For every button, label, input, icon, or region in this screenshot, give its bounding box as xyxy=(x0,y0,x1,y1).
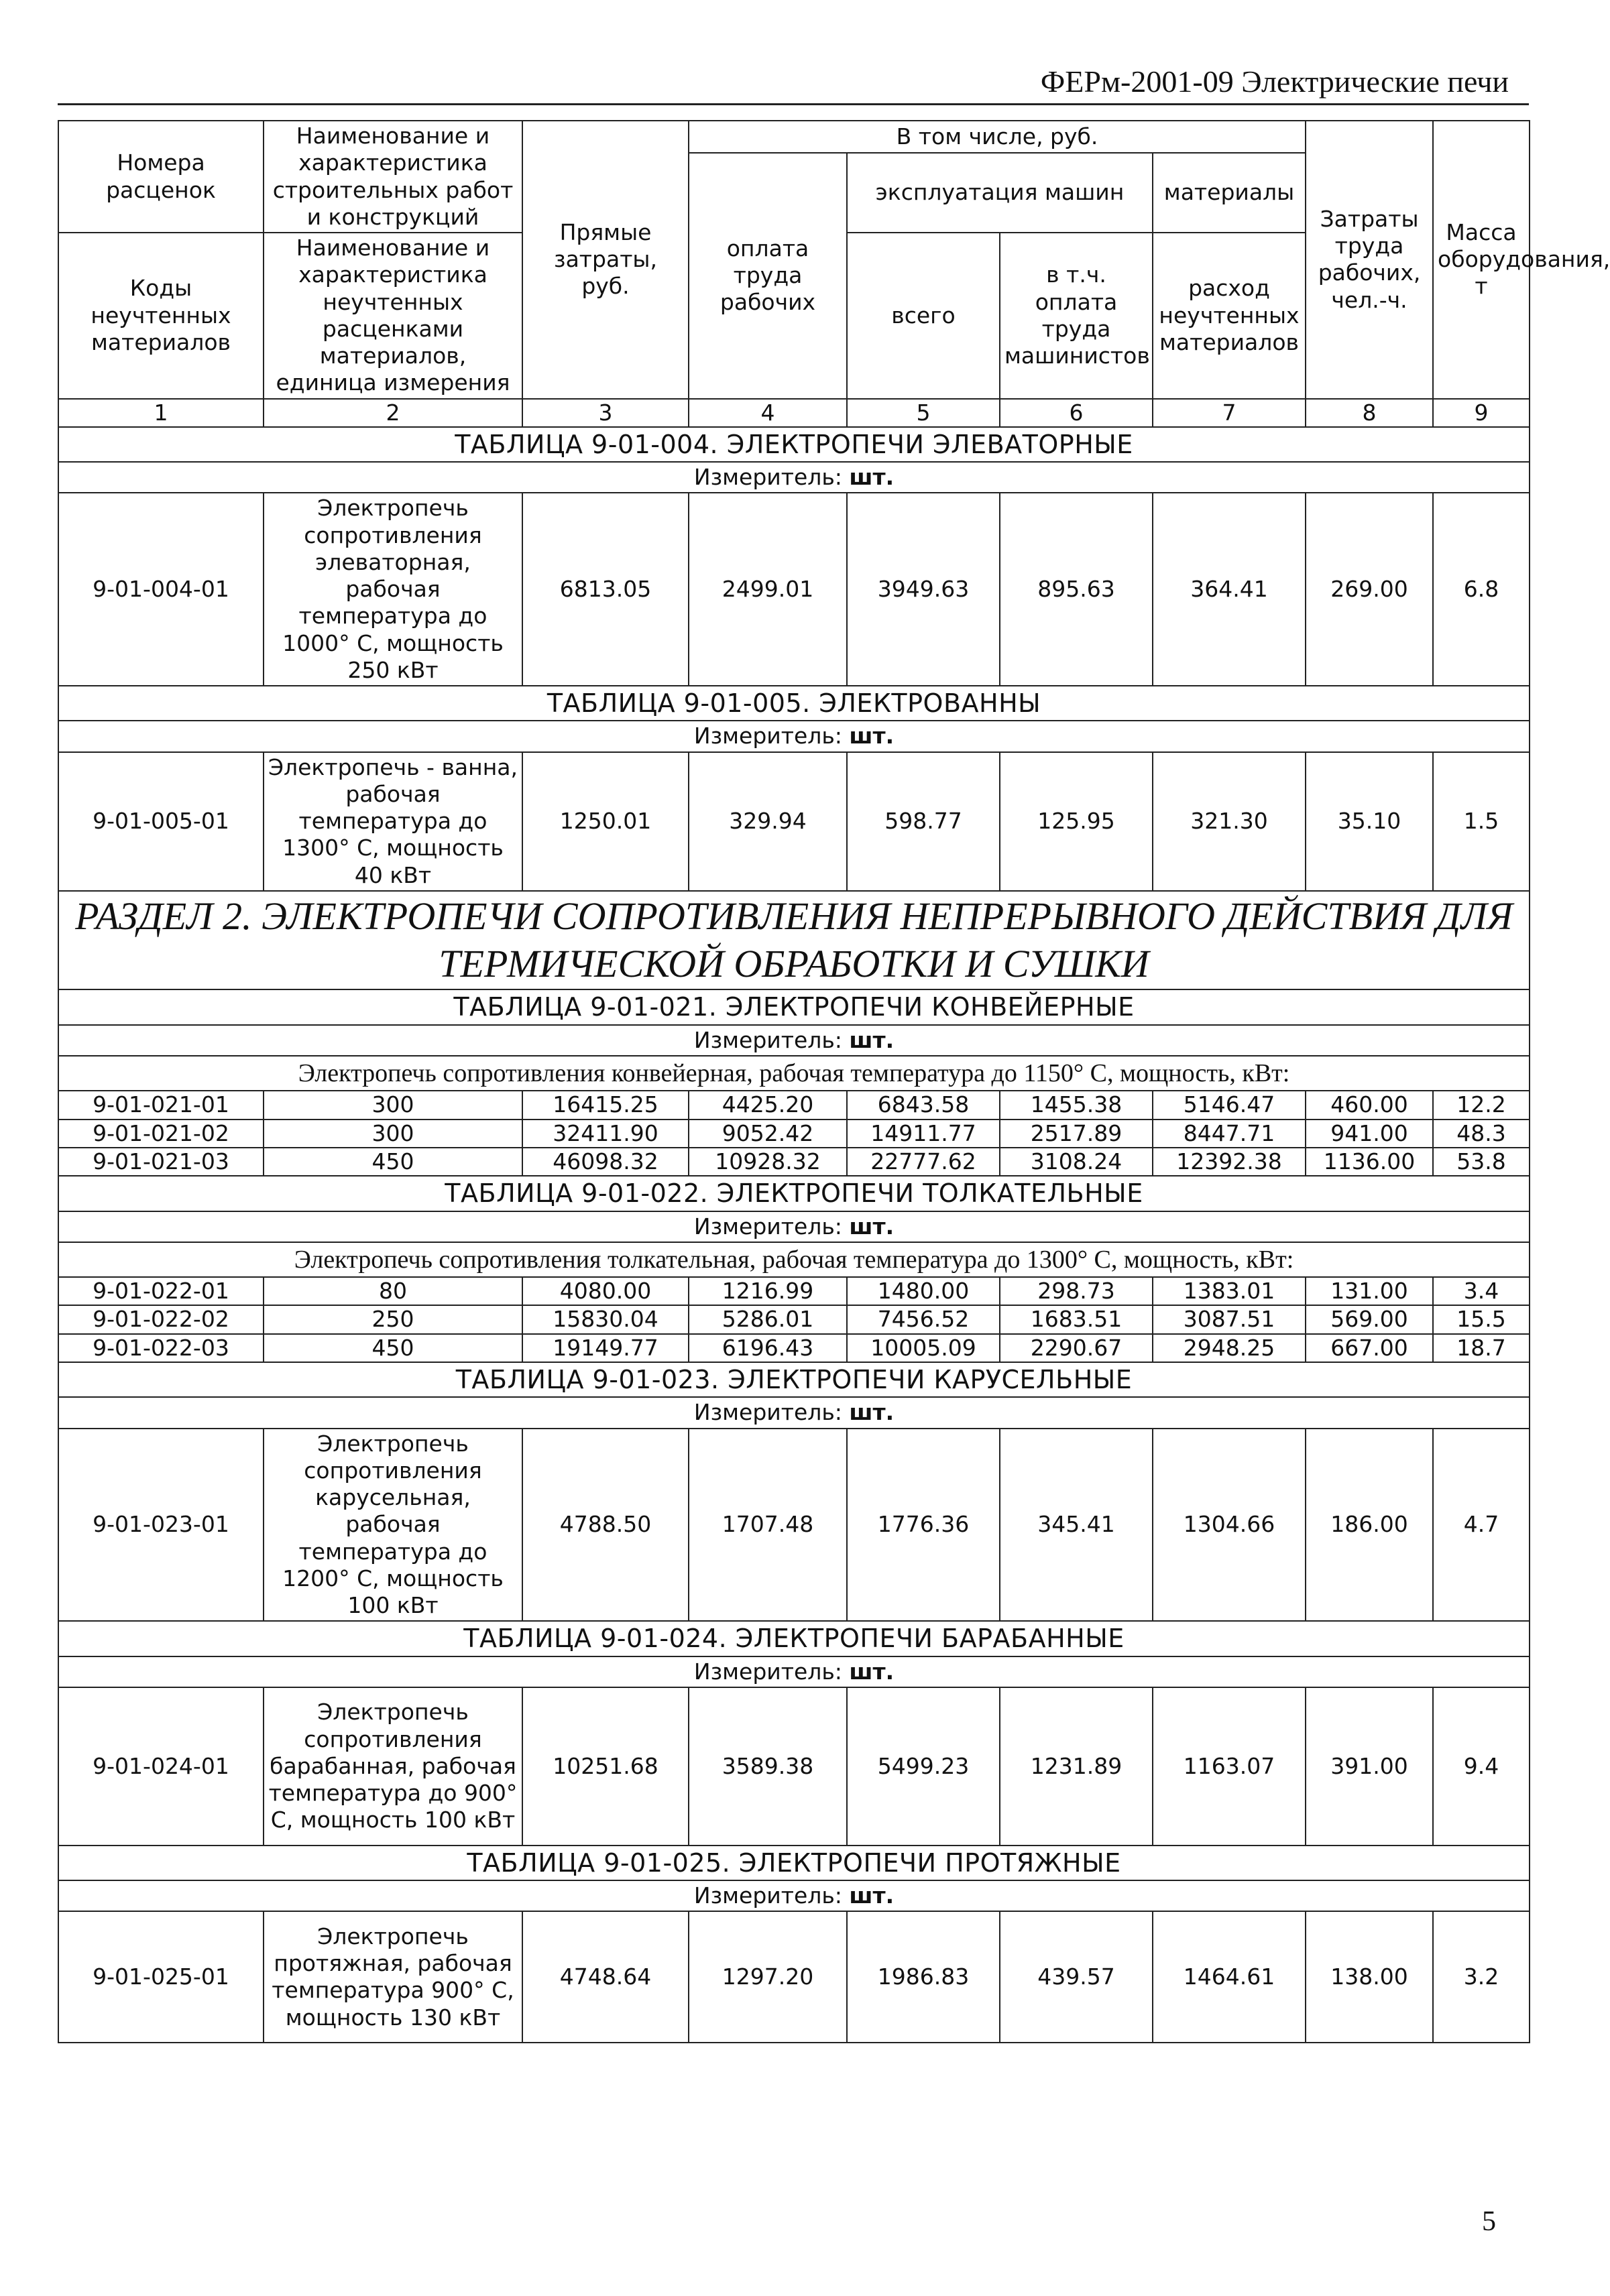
labor-value: 460.00 xyxy=(1306,1091,1433,1119)
labor-value: 35.10 xyxy=(1306,752,1433,891)
labor-value: 269.00 xyxy=(1306,493,1433,686)
machinist-wages-value: 125.95 xyxy=(1000,752,1153,891)
direct-costs-value: 4788.50 xyxy=(522,1429,689,1622)
rate-code: 9-01-021-03 xyxy=(58,1148,264,1176)
table-row xyxy=(58,1091,1530,1119)
machines-total-value: 22777.62 xyxy=(847,1148,1000,1176)
labor-value: 391.00 xyxy=(1306,1687,1433,1846)
rate-code: 9-01-021-01 xyxy=(58,1091,264,1119)
column-number: 7 xyxy=(1153,399,1306,427)
rate-name: Электропечь сопротивления барабанная, рабочая температура до 900° С, мощность 100 кВт xyxy=(264,1687,522,1846)
direct-costs-value: 6813.05 xyxy=(522,493,689,686)
mass-value: 18.7 xyxy=(1433,1334,1530,1362)
materials-value: 1304.66 xyxy=(1153,1429,1306,1622)
rate-name: Электропечь сопротивления элеваторная, рабочая температура до 1000° С, мощность 250 кВт xyxy=(264,493,522,686)
meter-label: Измеритель: xyxy=(693,1026,842,1053)
wages-value: 2499.01 xyxy=(689,493,847,686)
meter-unit: шт. xyxy=(849,1399,895,1426)
rate-code: 9-01-022-02 xyxy=(58,1305,264,1333)
direct-costs-value: 10251.68 xyxy=(522,1687,689,1846)
header-direct-costs: Прямые затраты, руб. xyxy=(522,121,689,399)
header-total: всего xyxy=(847,233,1000,399)
materials-value: 8447.71 xyxy=(1153,1120,1306,1148)
table-row xyxy=(58,752,1530,891)
meter-unit: шт. xyxy=(849,723,895,749)
meter-label: Измеритель: xyxy=(693,1658,842,1685)
column-numbers-row xyxy=(58,399,1530,427)
machinist-wages-value: 2517.89 xyxy=(1000,1120,1153,1148)
column-number: 5 xyxy=(847,399,1000,427)
materials-value: 5146.47 xyxy=(1153,1091,1306,1119)
table-row xyxy=(58,1148,1530,1176)
meter-line xyxy=(58,721,1530,751)
meter-label: Измеритель: xyxy=(693,1213,842,1240)
column-number: 8 xyxy=(1306,399,1433,427)
materials-value: 364.41 xyxy=(1153,493,1306,686)
materials-value: 2948.25 xyxy=(1153,1334,1306,1362)
table-title: ТАБЛИЦА 9-01-022. ЭЛЕКТРОПЕЧИ ТОЛКАТЕЛЬНЫЕ xyxy=(58,1176,1530,1211)
direct-costs-value: 19149.77 xyxy=(522,1334,689,1362)
table-title: ТАБЛИЦА 9-01-023. ЭЛЕКТРОПЕЧИ КАРУСЕЛЬНЫЕ xyxy=(58,1362,1530,1397)
wages-value: 5286.01 xyxy=(689,1305,847,1333)
meter-line xyxy=(58,462,1530,493)
group-subheading: Электропечь сопротивления толкательная, рабочая температура до 1300° С, мощность, кВт: xyxy=(58,1242,1530,1277)
meter-unit: шт. xyxy=(849,1658,895,1685)
meter-unit: шт. xyxy=(849,464,895,491)
materials-value: 1383.01 xyxy=(1153,1277,1306,1305)
meter-unit: шт. xyxy=(849,1882,895,1909)
direct-costs-value: 1250.01 xyxy=(522,752,689,891)
machinist-wages-value: 345.41 xyxy=(1000,1429,1153,1622)
machinist-wages-value: 895.63 xyxy=(1000,493,1153,686)
direct-costs-value: 4748.64 xyxy=(522,1911,689,2043)
header-labor: Затраты труда рабочих, чел.-ч. xyxy=(1306,121,1433,399)
mass-value: 9.4 xyxy=(1433,1687,1530,1846)
machinist-wages-value: 3108.24 xyxy=(1000,1148,1153,1176)
materials-value: 3087.51 xyxy=(1153,1305,1306,1333)
rate-code: 9-01-021-02 xyxy=(58,1120,264,1148)
table-header xyxy=(58,121,1610,427)
machines-total-value: 1986.83 xyxy=(847,1911,1000,2043)
meter-line xyxy=(58,1211,1530,1242)
table-row xyxy=(58,1334,1530,1362)
materials-value: 321.30 xyxy=(1153,752,1306,891)
header-materials: материалы xyxy=(1153,153,1306,233)
mass-value: 48.3 xyxy=(1433,1120,1530,1148)
machinist-wages-value: 439.57 xyxy=(1000,1911,1153,2043)
machinist-wages-value: 1231.89 xyxy=(1000,1687,1153,1846)
wages-value: 329.94 xyxy=(689,752,847,891)
rate-code: 9-01-005-01 xyxy=(58,752,264,891)
machinist-wages-value: 298.73 xyxy=(1000,1277,1153,1305)
labor-value: 941.00 xyxy=(1306,1120,1433,1148)
rate-code: 9-01-022-01 xyxy=(58,1277,264,1305)
wages-value: 1297.20 xyxy=(689,1911,847,2043)
header-unaccounted-use: расход неучтенных материалов xyxy=(1153,233,1306,399)
meter-line xyxy=(58,1656,1530,1687)
meter-line xyxy=(58,1397,1530,1428)
table-title: ТАБЛИЦА 9-01-005. ЭЛЕКТРОВАННЫ xyxy=(58,686,1530,721)
materials-value: 1464.61 xyxy=(1153,1911,1306,2043)
column-number: 6 xyxy=(1000,399,1153,427)
mass-value: 4.7 xyxy=(1433,1429,1530,1622)
rate-name: 450 xyxy=(264,1148,522,1176)
rate-code: 9-01-024-01 xyxy=(58,1687,264,1846)
table-row xyxy=(58,1277,1530,1305)
header-unaccounted-name: Наименование и характеристика неучтенных расценками материалов, единица измерения xyxy=(264,233,522,399)
rate-code: 9-01-025-01 xyxy=(58,1911,264,2043)
meter-label: Измеритель: xyxy=(693,1882,842,1909)
machines-total-value: 5499.23 xyxy=(847,1687,1000,1846)
labor-value: 138.00 xyxy=(1306,1911,1433,2043)
table-title: ТАБЛИЦА 9-01-025. ЭЛЕКТРОПЕЧИ ПРОТЯЖНЫЕ xyxy=(58,1846,1530,1880)
header-work-name: Наименование и характеристика строительных работ и конструкций xyxy=(264,121,522,233)
estimate-table xyxy=(58,120,1610,2043)
running-head: ФЕРм-2001-09 Электрические печи xyxy=(58,60,1529,105)
table-title: ТАБЛИЦА 9-01-004. ЭЛЕКТРОПЕЧИ ЭЛЕВАТОРНЫЕ xyxy=(58,427,1530,462)
group-subheading: Электропечь сопротивления конвейерная, рабочая температура до 1150° С, мощность, кВт: xyxy=(58,1056,1530,1091)
section-heading: РАЗДЕЛ 2. ЭЛЕКТРОПЕЧИ СОПРОТИВЛЕНИЯ НЕПРЕРЫВНОГО ДЕЙСТВИЯ ДЛЯ ТЕРМИЧЕСКОЙ ОБРАБОТКИ И СУШКИ xyxy=(58,891,1530,990)
wages-value: 6196.43 xyxy=(689,1334,847,1362)
mass-value: 3.4 xyxy=(1433,1277,1530,1305)
header-wages: оплата труда рабочих xyxy=(689,153,847,399)
wages-value: 9052.42 xyxy=(689,1120,847,1148)
table-row xyxy=(58,1429,1530,1622)
table-row xyxy=(58,1911,1530,2043)
machines-total-value: 1480.00 xyxy=(847,1277,1000,1305)
meter-line xyxy=(58,1880,1530,1911)
table-title: ТАБЛИЦА 9-01-024. ЭЛЕКТРОПЕЧИ БАРАБАННЫЕ xyxy=(58,1621,1530,1656)
table-row xyxy=(58,1687,1530,1846)
meter-line xyxy=(58,1025,1530,1056)
page-number: 5 xyxy=(1482,2206,1496,2237)
table-row xyxy=(58,1120,1530,1148)
header-machinist-wages: в т.ч. оплата труда машинистов xyxy=(1000,233,1153,399)
document-page xyxy=(58,60,1610,2043)
wages-value: 1707.48 xyxy=(689,1429,847,1622)
header-rates-numbers: Номера расценок xyxy=(58,121,264,233)
meter-label: Измеритель: xyxy=(693,1399,842,1426)
rate-name: 80 xyxy=(264,1277,522,1305)
table-row xyxy=(58,1305,1530,1333)
labor-value: 1136.00 xyxy=(1306,1148,1433,1176)
rate-name: 250 xyxy=(264,1305,522,1333)
meter-label: Измеритель: xyxy=(693,723,842,749)
mass-value: 53.8 xyxy=(1433,1148,1530,1176)
rate-name: 300 xyxy=(264,1091,522,1119)
wages-value: 10928.32 xyxy=(689,1148,847,1176)
table-row xyxy=(58,493,1530,686)
column-number: 2 xyxy=(264,399,522,427)
column-number: 9 xyxy=(1433,399,1530,427)
machinist-wages-value: 1455.38 xyxy=(1000,1091,1153,1119)
wages-value: 1216.99 xyxy=(689,1277,847,1305)
machines-total-value: 10005.09 xyxy=(847,1334,1000,1362)
mass-value: 3.2 xyxy=(1433,1911,1530,2043)
meter-label: Измеритель: xyxy=(693,464,842,491)
labor-value: 186.00 xyxy=(1306,1429,1433,1622)
mass-value: 6.8 xyxy=(1433,493,1530,686)
rate-code: 9-01-023-01 xyxy=(58,1429,264,1622)
rate-name: Электропечь сопротивления карусельная, рабочая температура до 1200° С, мощность 100 кВт xyxy=(264,1429,522,1622)
machinist-wages-value: 1683.51 xyxy=(1000,1305,1153,1333)
materials-value: 1163.07 xyxy=(1153,1687,1306,1846)
column-number: 1 xyxy=(58,399,264,427)
direct-costs-value: 46098.32 xyxy=(522,1148,689,1176)
direct-costs-value: 32411.90 xyxy=(522,1120,689,1148)
header-machines: эксплуатация машин xyxy=(847,153,1153,233)
rate-name: Электропечь протяжная, рабочая температура 900° С, мощность 130 кВт xyxy=(264,1911,522,2043)
labor-value: 569.00 xyxy=(1306,1305,1433,1333)
wages-value: 4425.20 xyxy=(689,1091,847,1119)
labor-value: 667.00 xyxy=(1306,1334,1433,1362)
rate-name: Электропечь - ванна, рабочая температура до 1300° С, мощность 40 кВт xyxy=(264,752,522,891)
table-title: ТАБЛИЦА 9-01-021. ЭЛЕКТРОПЕЧИ КОНВЕЙЕРНЫЕ xyxy=(58,989,1530,1024)
mass-value: 15.5 xyxy=(1433,1305,1530,1333)
direct-costs-value: 16415.25 xyxy=(522,1091,689,1119)
rate-name: 300 xyxy=(264,1120,522,1148)
labor-value: 131.00 xyxy=(1306,1277,1433,1305)
meter-unit: шт. xyxy=(849,1026,895,1053)
column-number: 3 xyxy=(522,399,689,427)
mass-value: 1.5 xyxy=(1433,752,1530,891)
materials-value: 12392.38 xyxy=(1153,1148,1306,1176)
machinist-wages-value: 2290.67 xyxy=(1000,1334,1153,1362)
rate-name: 450 xyxy=(264,1334,522,1362)
mass-value: 12.2 xyxy=(1433,1091,1530,1119)
machines-total-value: 14911.77 xyxy=(847,1120,1000,1148)
header-unaccounted-codes: Коды неучтенных материалов xyxy=(58,233,264,399)
column-number: 4 xyxy=(689,399,847,427)
machines-total-value: 1776.36 xyxy=(847,1429,1000,1622)
machines-total-value: 7456.52 xyxy=(847,1305,1000,1333)
rate-code: 9-01-022-03 xyxy=(58,1334,264,1362)
wages-value: 3589.38 xyxy=(689,1687,847,1846)
rate-code: 9-01-004-01 xyxy=(58,493,264,686)
machines-total-value: 6843.58 xyxy=(847,1091,1000,1119)
machines-total-value: 598.77 xyxy=(847,752,1000,891)
machines-total-value: 3949.63 xyxy=(847,493,1000,686)
header-mass: Масса оборудования, т xyxy=(1433,121,1530,399)
direct-costs-value: 15830.04 xyxy=(522,1305,689,1333)
header-incl: В том числе, руб. xyxy=(689,121,1306,153)
meter-unit: шт. xyxy=(849,1213,895,1240)
direct-costs-value: 4080.00 xyxy=(522,1277,689,1305)
